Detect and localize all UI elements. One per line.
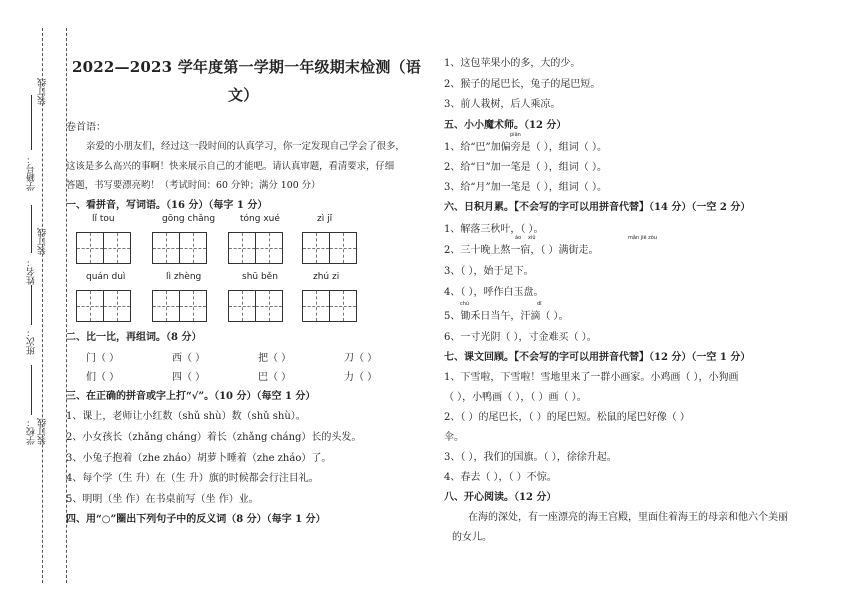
q2-row2-item3: 巴（ ）	[258, 372, 292, 383]
q3-item-3: 3、小兔子抱着（zhe zháo）胡萝卜睡着（zhe zháo）了。	[66, 453, 332, 464]
q2-row2-item4: 力（ ）	[344, 372, 378, 383]
student-number-label: 学籍号：	[27, 155, 37, 191]
q6-item-3: 3、（ ），始于足下。	[444, 266, 534, 277]
q5-ruby-pian: piān	[510, 132, 521, 138]
q3-item-2: 2、小女孩长（zhǎng cháng）着长（zhǎng cháng）长的头发。	[66, 432, 362, 443]
q2-row2-item2: 四（ ）	[172, 372, 206, 383]
q8-passage-line2: 的女儿。	[452, 532, 492, 543]
q6-ruby-xiu: xiǔ	[528, 235, 536, 241]
q2-row1-item2: 西（ ）	[172, 353, 206, 364]
q6-item-5: 5、锄禾日当午，汗滴（ ）。	[444, 311, 569, 322]
name-line	[31, 205, 32, 253]
q7-heading: 七、课文回顾。【不会写的字可以用拼音代替】（12 分）（一空 1 分）	[444, 352, 751, 363]
q7-line-1: 1、下雪啦，下雪啦！雪地里来了一群小画家。小鸡画（ ），小狗画	[444, 372, 739, 383]
q6-ruby-chu: chú	[460, 301, 470, 307]
q3-item-4: 4、每个学（生 升）在（生 升）旗的时候都会行注目礼。	[66, 473, 319, 484]
q5-item-1: 1、给“巴”加偏旁是（ ），组词（ ）。	[444, 142, 607, 153]
q7-line-3: 2、（ ）的尾巴长，（ ）的尾巴短。松鼠的尾巴好像（ ）	[444, 412, 690, 423]
writing-grid-5[interactable]	[76, 290, 131, 322]
exam-title-line2: 文）	[228, 86, 259, 104]
pinyin-5: quán duì	[86, 272, 126, 282]
q6-item-1: 1、解落三秋叶，（ ）。	[444, 224, 544, 235]
intro-line3: 答题，书写要漂亮哟！（考试时间：60 分钟；满分 100 分）	[66, 180, 321, 191]
pinyin-8: zhú zi	[313, 272, 340, 282]
q1-heading: 一、看拼音，写词语。（16 分）（每字 1 分）	[66, 200, 268, 211]
q6-heading: 六、日积月累。【不会写的字可以用拼音代替】（14 分）（一空 2 分）	[444, 202, 751, 213]
q4-heading: 四、用“○”圈出下列句子中的反义词（8 分）（每字 1 分）	[66, 514, 326, 525]
q2-row2-item1: 们（ ）	[86, 372, 120, 383]
q8-heading: 八、开心阅读。（12 分）	[444, 492, 557, 503]
pinyin-6: lì zhèng	[166, 272, 202, 282]
q2-row1-item1: 门（ ）	[86, 353, 120, 364]
q5-heading: 五、小小魔术师。（12 分）	[444, 120, 567, 131]
q5-item-2: 2、给“日”加一笔是（ ），组词（ ）。	[444, 162, 607, 173]
writing-grid-6[interactable]	[152, 290, 207, 322]
q6-item-4: 4、（ ），呼作白玉盘。	[444, 287, 544, 298]
binding-dashed-line	[42, 28, 43, 583]
q6-ruby-di: dī	[537, 301, 542, 307]
name-label: 姓名：	[27, 258, 37, 285]
student-number-line	[31, 95, 32, 150]
seal-label-1: 装订线	[38, 78, 48, 105]
exam-title-line1: 2022—2023 学年度第一学期一年级期末检测（语	[72, 58, 421, 76]
q4-item-1: 1、这包苹果小的多，大的少。	[444, 58, 581, 69]
pinyin-1: lǐ tou	[92, 214, 115, 224]
class-label: 班次：	[27, 328, 37, 355]
seal-label-3: 装订线	[38, 418, 48, 445]
q7-line-6: 4、春去（ ），（ ）不惊。	[444, 472, 557, 483]
q2-row1-item3: 把（ ）	[258, 353, 292, 364]
pinyin-3: tóng xué	[240, 214, 280, 224]
writing-grid-7[interactable]	[228, 290, 283, 322]
writing-grid-8[interactable]	[302, 290, 357, 322]
intro-line1: 亲爱的小朋友们，经过这一段时间的认真学习，你一定发现自己学会了很多，	[86, 141, 405, 152]
q7-line-5: 3、（ ），我们的国旗。（ ），徐徐升起。	[444, 452, 617, 463]
pinyin-2: gōng chǎng	[162, 214, 216, 224]
q3-item-5: 5、明明（坐 作）在书桌前写（坐 作）业。	[66, 494, 259, 505]
q2-row1-item4: 刀（ ）	[344, 353, 378, 364]
school-line	[31, 365, 32, 415]
writing-grid-3[interactable]	[228, 232, 283, 264]
seal-label-2: 装订线	[38, 228, 48, 255]
writing-grid-1[interactable]	[76, 232, 131, 264]
writing-grid-2[interactable]	[152, 232, 207, 264]
q4-item-2: 2、猴子的尾巴长，兔子的尾巴短。	[444, 79, 601, 90]
q8-passage-line1: 在海的深处，有一座漂亮的海王宫殿，里面住着海王的母亲和他六个美丽	[468, 512, 788, 523]
q6-ruby-manjiezou: mǎn jiē zǒu	[628, 235, 657, 241]
q5-item-3: 3、给“月”加一笔是（ ），组词（ ）。	[444, 182, 607, 193]
q6-item-2: 2、三十晚上熬一宿，（ ）满街走。	[444, 245, 599, 256]
q7-line-4: 伞。	[444, 432, 464, 443]
q2-heading: 二、比一比，再组词。（8 分）	[66, 332, 202, 343]
intro-line2: 这该是多么高兴的事啊！快来展示自己的才能吧。请认真审题，看清要求，仔细	[66, 161, 395, 172]
pinyin-7: shū běn	[242, 272, 278, 282]
binding-strip	[0, 0, 70, 608]
writing-grid-4[interactable]	[302, 232, 357, 264]
q3-item-1: 1、课上，老师让小红数（shǔ shù）数（shǔ shù）。	[66, 411, 306, 422]
pinyin-4: zì jǐ	[317, 214, 333, 224]
class-line	[31, 285, 32, 325]
q3-heading: 三、在正确的拼音或字上打“√”。（10 分）（每空 1 分）	[66, 391, 316, 402]
q4-item-3: 3、前人栽树，后人乘凉。	[444, 99, 561, 110]
q6-ruby-ao: áo	[515, 235, 522, 241]
intro-label: 卷首语：	[66, 122, 106, 133]
q6-item-6: 6、一寸光阴（ ），寸金难买（ ）。	[444, 332, 597, 343]
school-label: 学校：	[27, 418, 37, 445]
q7-line-2: （ ），小鸭画（ ），（ ）画（ ）。	[444, 392, 587, 403]
